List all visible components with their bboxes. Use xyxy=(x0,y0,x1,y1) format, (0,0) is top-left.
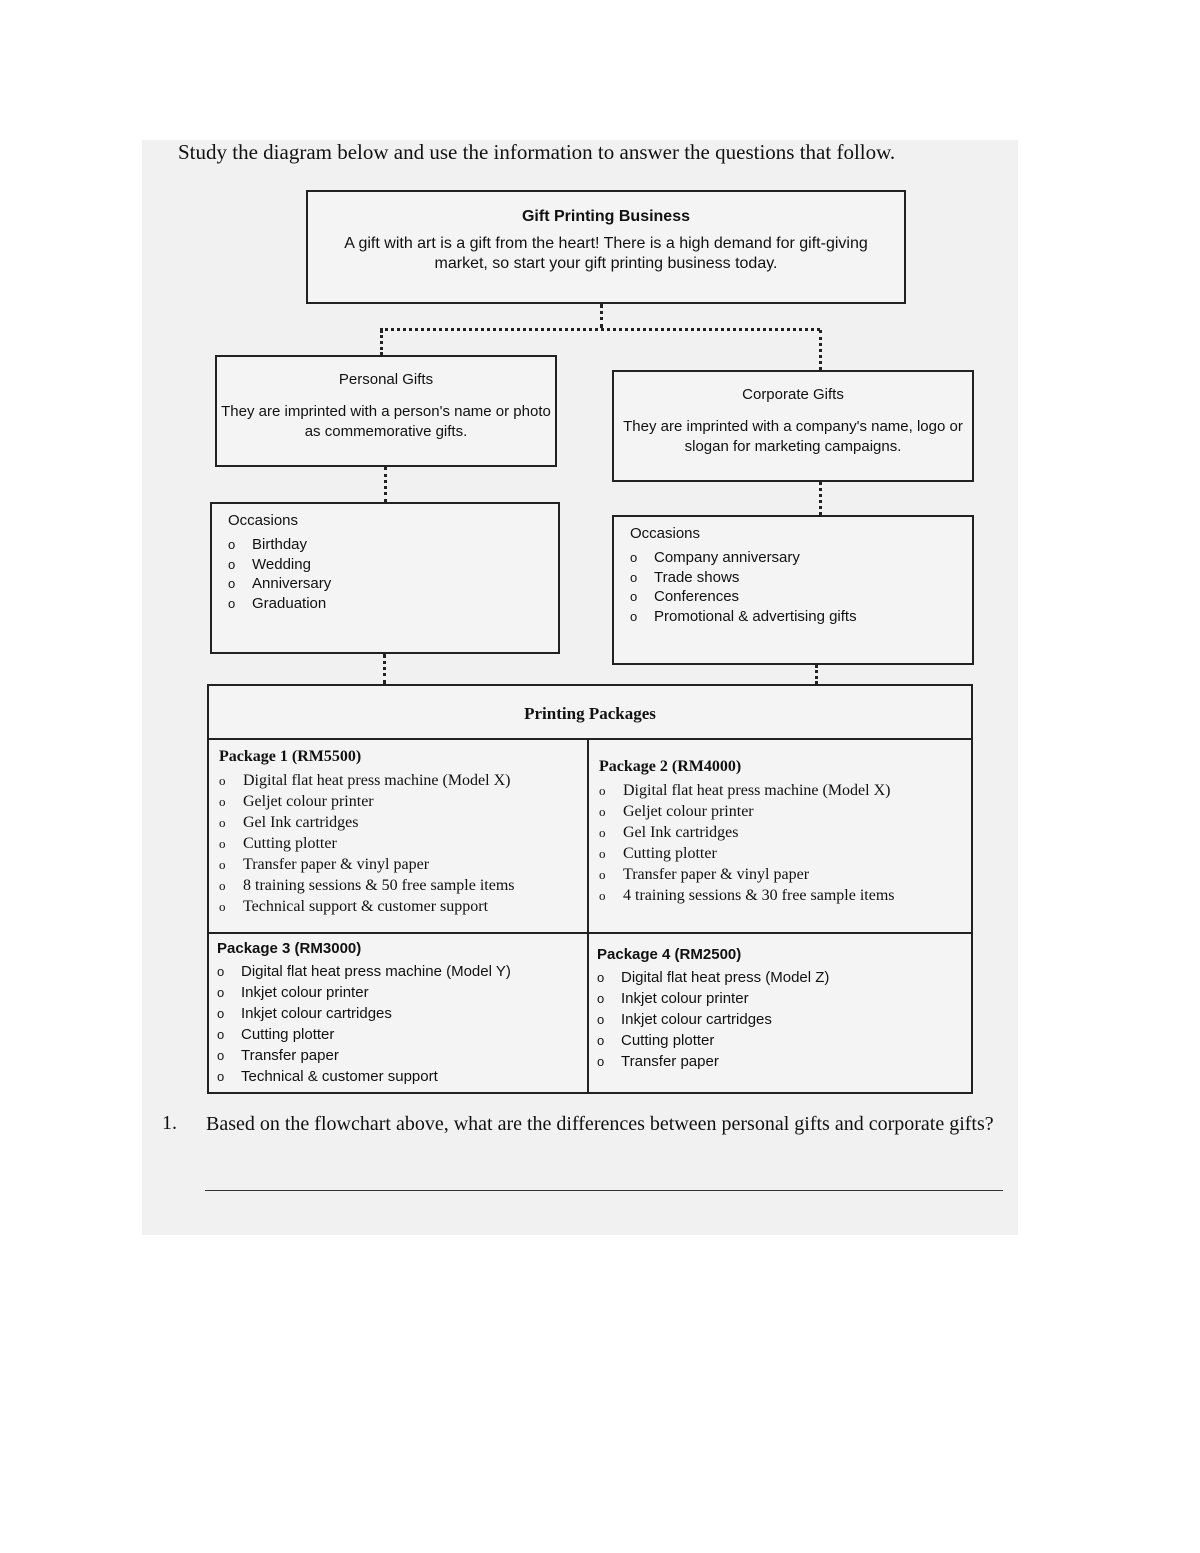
bullet-icon: o xyxy=(228,556,236,572)
corporate-occasions-label: Occasions xyxy=(630,525,701,542)
list-item: o 8 training sessions & 50 free sample items xyxy=(219,877,515,894)
connector xyxy=(819,330,822,370)
connector xyxy=(380,330,383,355)
bullet-icon: o xyxy=(599,888,606,903)
bullet-icon: o xyxy=(597,1054,605,1069)
bullet-icon: o xyxy=(217,1069,225,1084)
answer-line[interactable] xyxy=(205,1190,1003,1191)
bullet-icon: o xyxy=(217,1048,225,1063)
list-item: o Gel Ink cartridges xyxy=(219,814,359,831)
package-3-cell xyxy=(217,940,511,1087)
list-item: o Inkjet colour cartridges xyxy=(217,1005,392,1022)
corporate-gifts-box xyxy=(612,370,974,482)
bullet-icon: o xyxy=(597,970,605,985)
bullet-icon: o xyxy=(228,537,236,552)
bullet-icon: o xyxy=(219,899,226,914)
bullet-icon: o xyxy=(219,794,226,809)
business-description: A gift with art is a gift from the heart! There is a high demand for gift-giving market, so start your gift printing business today. xyxy=(344,235,868,272)
list-item: o Digital flat heat press machine (Model X) xyxy=(599,782,891,799)
question-number: 1. xyxy=(162,1112,177,1134)
bullet-icon: o xyxy=(217,964,225,979)
bullet-icon: o xyxy=(217,985,225,1000)
bullet-icon: o xyxy=(630,569,638,585)
connector xyxy=(383,654,386,684)
connector xyxy=(380,328,820,331)
business-box xyxy=(306,190,906,304)
bullet-icon: o xyxy=(599,867,606,882)
package-4-cell xyxy=(597,946,829,1072)
list-item: o Geljet colour printer xyxy=(219,793,374,810)
bullet-icon: o xyxy=(228,595,236,611)
list-item: o Transfer paper xyxy=(597,1053,719,1070)
bullet-icon: o xyxy=(630,589,638,604)
list-item: o Digital flat heat press machine (Model X) xyxy=(219,772,511,789)
bullet-icon: o xyxy=(599,846,606,861)
package-2-cell xyxy=(599,758,895,906)
list-item: o Trade shows xyxy=(630,568,740,586)
list-item: o Birthday xyxy=(228,536,308,553)
list-item: o Cutting plotter xyxy=(597,1032,715,1049)
list-item: o Inkjet colour printer xyxy=(217,984,369,1001)
package-1-name: Package 1 (RM5500) xyxy=(219,748,362,765)
list-item: o Cutting plotter xyxy=(599,845,717,862)
corporate-gifts-description: They are imprinted with a company's name, logo or slogan for marketing campaigns. xyxy=(623,418,963,455)
list-item: o 4 training sessions & 30 free sample items xyxy=(599,887,895,904)
package-4-name: Package 4 (RM2500) xyxy=(597,946,742,963)
bullet-icon: o xyxy=(597,1012,605,1027)
list-item: o Technical & customer support xyxy=(217,1068,438,1085)
package-4-features xyxy=(597,967,829,1072)
personal-gifts-box xyxy=(215,355,557,467)
personal-occasions-list xyxy=(212,535,558,613)
list-item: o Company anniversary xyxy=(630,549,800,566)
connector xyxy=(384,467,387,502)
package-2-name: Package 2 (RM4000) xyxy=(599,758,742,775)
list-item: o Promotional & advertising gifts xyxy=(630,607,857,625)
list-item: o Geljet colour printer xyxy=(599,803,754,820)
package-1-cell xyxy=(219,748,515,917)
corporate-gifts-title: Corporate Gifts xyxy=(742,386,844,403)
list-item: o Technical support & customer support xyxy=(219,898,489,915)
business-title: Gift Printing Business xyxy=(521,208,690,225)
bullet-icon: o xyxy=(219,836,226,851)
list-item: o Cutting plotter xyxy=(217,1026,335,1043)
bullet-icon: o xyxy=(219,773,226,788)
bullet-icon: o xyxy=(597,1033,605,1048)
printing-packages-table xyxy=(207,684,973,1094)
package-3-name: Package 3 (RM3000) xyxy=(217,940,362,957)
bullet-icon: o xyxy=(219,857,226,872)
intro-text: Study the diagram below and use the information to answer the questions that follow. xyxy=(178,140,896,164)
connector xyxy=(600,304,603,328)
corporate-occasions-list xyxy=(614,548,972,626)
bullet-icon: o xyxy=(599,825,606,840)
bullet-icon: o xyxy=(217,1027,225,1042)
list-item: o Wedding xyxy=(228,555,311,573)
list-item: o Graduation xyxy=(228,594,327,612)
personal-occasions-box xyxy=(210,502,560,654)
list-item: o Cutting plotter xyxy=(219,835,337,852)
package-2-features xyxy=(599,780,895,906)
package-3-features xyxy=(217,961,511,1087)
bullet-icon: o xyxy=(599,783,606,798)
bullet-icon: o xyxy=(599,804,606,819)
list-item: o Transfer paper xyxy=(217,1047,339,1064)
personal-occasions-label: Occasions xyxy=(228,512,299,529)
bullet-icon: o xyxy=(219,815,226,830)
list-item: o Digital flat heat press machine (Model Y) xyxy=(217,963,511,980)
divider xyxy=(587,738,589,1094)
list-item: o Gel Ink cartridges xyxy=(599,824,739,841)
list-item: o Inkjet colour cartridges xyxy=(597,1011,772,1028)
printing-packages-title: Printing Packages xyxy=(209,686,971,740)
bullet-icon: o xyxy=(630,608,638,624)
connector xyxy=(815,665,818,684)
bullet-icon: o xyxy=(630,550,638,565)
package-1-features xyxy=(219,770,515,917)
list-item: o Anniversary xyxy=(228,575,332,592)
corporate-occasions-box xyxy=(612,515,974,665)
bullet-icon: o xyxy=(219,878,226,893)
personal-gifts-title: Personal Gifts xyxy=(338,371,434,388)
list-item: o Transfer paper & vinyl paper xyxy=(599,866,810,883)
list-item: o Transfer paper & vinyl paper xyxy=(219,856,430,873)
bullet-icon: o xyxy=(597,991,605,1006)
list-item: o Inkjet colour printer xyxy=(597,990,749,1007)
list-item: o Digital flat heat press (Model Z) xyxy=(597,969,830,986)
connector xyxy=(819,482,822,515)
personal-gifts-description: They are imprinted with a person's name or photo as commemorative gifts. xyxy=(221,403,551,440)
bullet-icon: o xyxy=(217,1006,225,1021)
divider xyxy=(209,932,971,934)
list-item: o Conferences xyxy=(630,588,740,605)
bullet-icon: o xyxy=(228,576,236,591)
question-text: Based on the flowchart above, what are the differences between personal gifts and corporate gifts? xyxy=(206,1113,994,1135)
